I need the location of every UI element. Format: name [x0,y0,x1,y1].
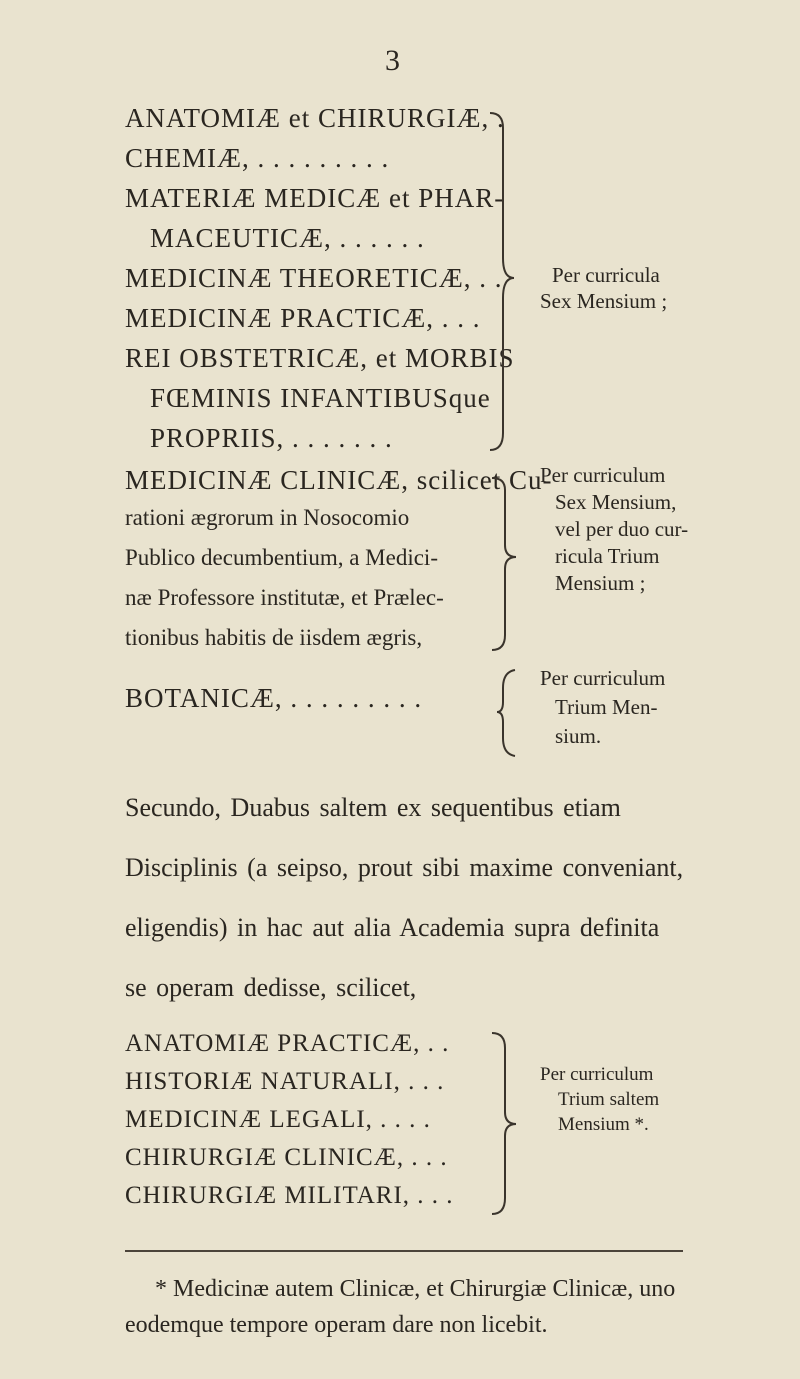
footnote-rule [125,1250,683,1252]
footnote-line: * Medicinæ autem Clinicæ, et Chirurgiæ Clinicæ, uno [155,1276,676,1302]
paragraph-line: Secundo, Duabus saltem ex sequentibus etiam [125,793,621,822]
list2-item: MEDICINÆ LEGALI, . . . . [125,1106,431,1133]
list2-item: ANATOMIÆ PRACTICÆ, . . [125,1030,450,1057]
note2-line: ricula Trium [555,544,660,568]
note2-line: Sex Mensium, [555,490,677,514]
clinic-line: næ Professore institutæ, et Prælec- [125,585,444,610]
note3-line: Trium Men- [555,695,658,719]
brace-3 [495,668,521,758]
clinic-line: tionibus habitis de iisdem ægris, [125,625,423,650]
note4-line: Mensium *. [558,1114,649,1135]
clinic-line: Publico decumbentium, a Medici- [125,545,438,570]
note3-line: Per curriculum [540,666,666,690]
list1-item: PROPRIIS, . . . . . . . [150,423,393,453]
footnote-line: eodemque tempore operam dare non licebit. [125,1312,548,1338]
clinic-line: MEDICINÆ CLINICÆ, scilicet Cu- [125,465,553,495]
list1-item: MACEUTICÆ, . . . . . . [150,223,425,253]
page-number: 3 [385,44,400,77]
note-4 [540,1062,659,1137]
list1-item: CHEMIÆ, . . . . . . . . . [125,143,390,173]
note2-line: vel per duo cur- [555,517,689,541]
list1-item: FŒMINIS INFANTIBUSque [150,383,491,413]
paragraph-line: se operam dedisse, scilicet, [125,973,417,1002]
note4-line: Trium saltem [558,1089,660,1110]
note3-line: sium. [555,724,602,748]
brace-1 [488,108,518,458]
note4-line: Per curriculum [540,1064,654,1085]
list2-item: CHIRURGIÆ MILITARI, . . . [125,1182,454,1209]
brace-2 [490,475,520,660]
clinic-line: rationi ægrorum in Nosocomio [125,505,410,530]
paragraph-line: Disciplinis (a seipso, prout sibi maxime conveniant, [125,853,684,882]
list1-item: MEDICINÆ THEORETICÆ, . . [125,263,503,293]
list1-item: MEDICINÆ PRACTICÆ, . . . [125,303,481,333]
note-1 [540,262,667,314]
botany-line: BOTANICÆ, . . . . . . . . . [125,683,423,713]
list1-item: MATERIÆ MEDICÆ et PHAR- [125,183,505,213]
note2-line: Per curriculum [540,463,666,487]
list1-item: REI OBSTETRICÆ, et MORBIS [125,343,515,373]
list2-item: CHIRURGIÆ CLINICÆ, . . . [125,1144,448,1171]
brace-4 [490,1030,520,1220]
note1-line: Per curricula [552,263,660,287]
paragraph-line: eligendis) in hac aut alia Academia supra definita [125,913,660,942]
note-2 [540,462,688,597]
note-3 [540,664,665,751]
list2-item: HISTORIÆ NATURALI, . . . [125,1068,445,1095]
note2-line: Mensium ; [555,571,646,595]
note1-line: Sex Mensium ; [540,289,668,313]
list1-item: ANATOMIÆ et CHIRURGIÆ, . [125,103,505,133]
